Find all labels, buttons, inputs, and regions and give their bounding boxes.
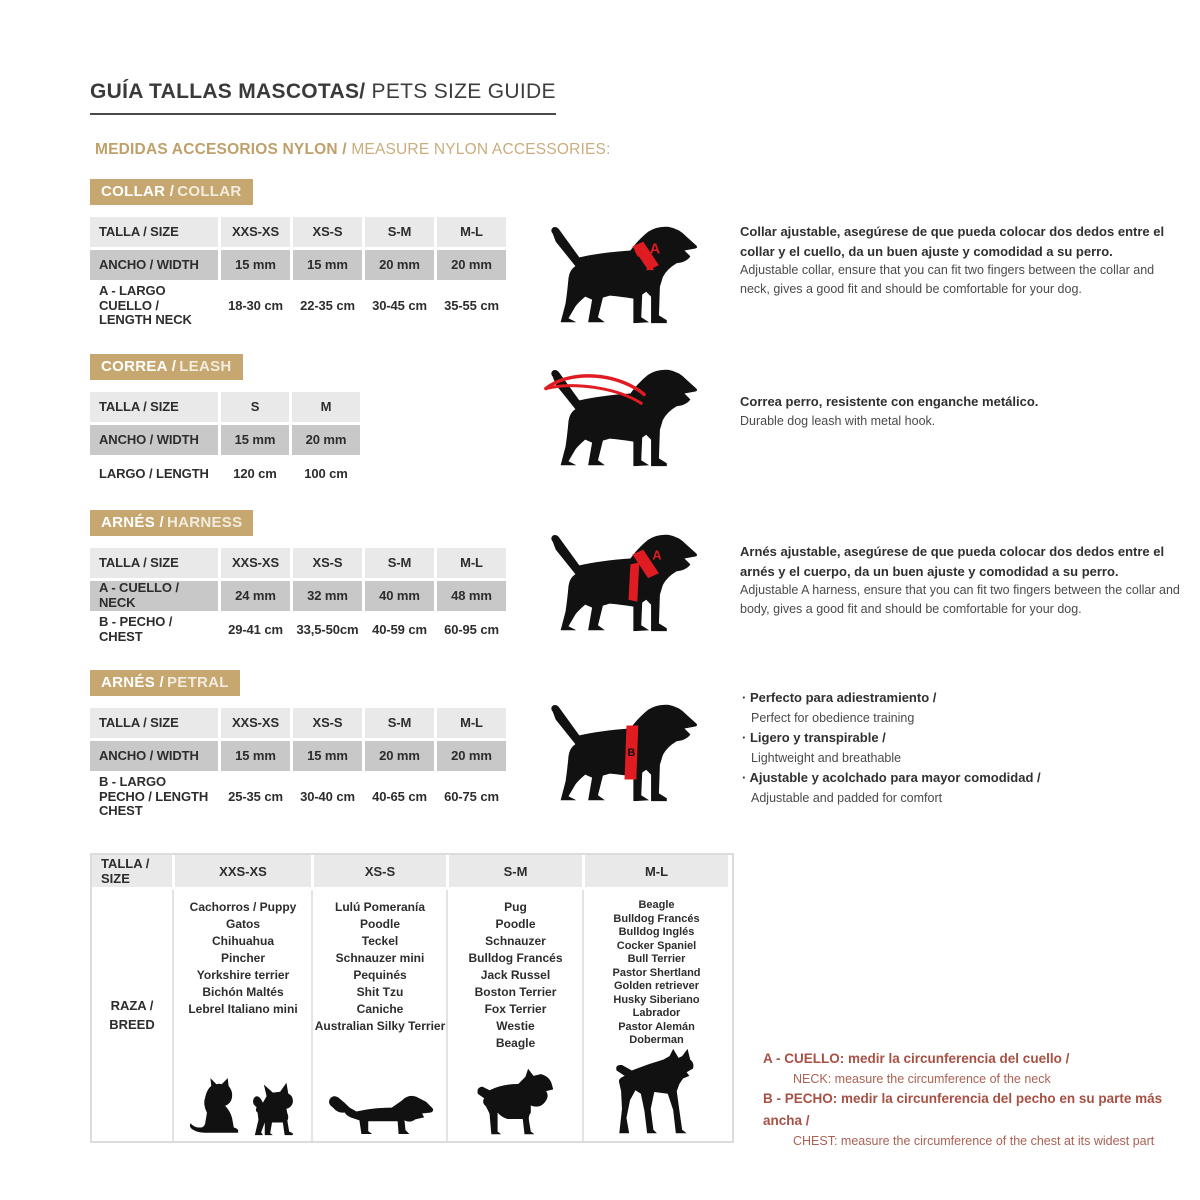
breed-item: Bichón Maltés bbox=[202, 985, 284, 999]
breed-item: Caniche bbox=[356, 1002, 404, 1016]
doberman-icon bbox=[609, 1048, 705, 1136]
leash-length-label: LARGO / LENGTH bbox=[90, 458, 218, 490]
dachshund-icon bbox=[325, 1087, 435, 1136]
breed-item: Bull Terrier bbox=[627, 953, 686, 965]
leash-badge-en: LEASH bbox=[179, 358, 232, 375]
collar-header-s-m: S-M bbox=[365, 217, 434, 247]
chihuahua-icon bbox=[245, 1080, 299, 1136]
page-title-en: PETS SIZE GUIDE bbox=[371, 80, 556, 103]
leash-width-value: 15 mm bbox=[221, 425, 289, 455]
harness-badge-es: ARNÉS / bbox=[101, 514, 164, 531]
leash-size-table bbox=[90, 392, 360, 490]
breed-item: Doberman bbox=[629, 1034, 684, 1046]
collar-desc-es: Collar ajustable, asegúrese de que pueda colocar dos dedos entre el collar y el cuello, da un buen ajuste y comodidad a su perro. bbox=[740, 224, 1165, 259]
leash-length-value: 100 cm bbox=[292, 458, 360, 490]
collar-size-table bbox=[90, 217, 506, 329]
harness-header-m-l: M-L bbox=[437, 548, 506, 578]
petral-header-m-l: M-L bbox=[437, 708, 506, 738]
breed-item: Cocker Spaniel bbox=[616, 939, 697, 952]
petral-size-table bbox=[90, 708, 506, 820]
petral-chest-label: B - LARGO PECHO / LENGTH CHEST bbox=[90, 774, 218, 820]
petral-chest-value: 30-40 cm bbox=[293, 774, 362, 820]
petral-header-xxs-xs: XXS-XS bbox=[221, 708, 290, 738]
harness-chest-value: 60-95 cm bbox=[437, 614, 506, 646]
petral-bullet-en: Lightweight and breathable bbox=[751, 750, 902, 765]
breed-item: Bulldog Francés bbox=[468, 951, 563, 965]
leash-header-size: TALLA / SIZE bbox=[90, 392, 218, 422]
harness-header-xs-s: XS-S bbox=[293, 548, 362, 578]
schnauzer-icon bbox=[473, 1066, 559, 1136]
petral-bullet-es: · Perfecto para adiestramiento / bbox=[742, 688, 1187, 709]
note-neck-en: NECK: measure the circumference of the neck bbox=[793, 1071, 1051, 1086]
petral-chest-value: 40-65 cm bbox=[365, 774, 434, 820]
breed-item: Yorkshire terrier bbox=[196, 968, 290, 982]
dog-harness-icon bbox=[540, 528, 712, 640]
harness-neck-label: A - CUELLO / NECK bbox=[90, 581, 218, 611]
note-chest-en: CHEST: measure the circumference of the chest at its widest part bbox=[793, 1133, 1155, 1148]
harness-chest-value: 40-59 cm bbox=[365, 614, 434, 646]
harness-marking-b: B bbox=[629, 578, 638, 592]
breed-size-table bbox=[90, 853, 734, 1143]
harness-header-s-m: S-M bbox=[365, 548, 434, 578]
leash-width-value: 20 mm bbox=[292, 425, 360, 455]
breed-item: Labrador bbox=[632, 1007, 681, 1019]
page-subtitle bbox=[95, 141, 611, 159]
leash-header-s: S bbox=[221, 392, 289, 422]
breed-item: Beagle bbox=[495, 1036, 536, 1050]
harness-badge-en: HARNESS bbox=[166, 514, 243, 531]
breed-item: Lulú Pomeranía bbox=[334, 900, 426, 914]
collar-header-xxs-xs: XXS-XS bbox=[221, 217, 290, 247]
petral-badge-en: PETRAL bbox=[166, 674, 229, 691]
collar-header-m-l: M-L bbox=[437, 217, 506, 247]
collar-width-value: 20 mm bbox=[437, 250, 506, 280]
breed-header-s-m: S-M bbox=[449, 855, 582, 887]
collar-header-xs-s: XS-S bbox=[293, 217, 362, 247]
leash-badge-es: CORREA / bbox=[101, 358, 177, 375]
petral-features bbox=[742, 688, 1187, 809]
breed-header-m-l: M-L bbox=[585, 855, 728, 887]
breed-item: Golden retriever bbox=[614, 980, 699, 992]
breed-item: Poodle bbox=[359, 917, 400, 931]
collar-width-value: 15 mm bbox=[221, 250, 290, 280]
measuring-notes bbox=[763, 1048, 1193, 1150]
petral-width-label: ANCHO / WIDTH bbox=[90, 741, 218, 771]
leash-desc-es: Correa perro, resistente con enganche metálico. bbox=[740, 394, 1039, 409]
collar-badge-es: COLLAR / bbox=[101, 183, 175, 200]
leash-desc-en: Durable dog leash with metal hook. bbox=[740, 413, 936, 428]
petral-width-value: 15 mm bbox=[293, 741, 362, 771]
breed-row-label: RAZA / BREED bbox=[109, 997, 155, 1033]
petral-header-size: TALLA / SIZE bbox=[90, 708, 218, 738]
petral-chest-value: 25-35 cm bbox=[221, 774, 290, 820]
harness-neck-value: 24 mm bbox=[221, 581, 290, 611]
breed-col-m-l bbox=[585, 890, 728, 1141]
harness-desc-en: Adjustable A harness, ensure that you can fit two fingers between the collar and body, gives a good fit and should be comfortable for your dog. bbox=[740, 583, 1180, 616]
petral-width-value: 15 mm bbox=[221, 741, 290, 771]
breed-item: Fox Terrier bbox=[484, 1002, 547, 1016]
breed-header-xxs-xs: XXS-XS bbox=[175, 855, 311, 887]
breed-header-xs-s: XS-S bbox=[314, 855, 446, 887]
breed-item: Schnauzer bbox=[485, 934, 546, 948]
collar-neck-value: 18-30 cm bbox=[221, 283, 290, 329]
breed-item: Pequinés bbox=[353, 968, 407, 982]
harness-neck-value: 40 mm bbox=[365, 581, 434, 611]
breed-item: Cachorros / Puppy bbox=[189, 900, 297, 914]
breed-col-xxs-xs bbox=[175, 890, 311, 1141]
petral-width-value: 20 mm bbox=[365, 741, 434, 771]
harness-header-xxs-xs: XXS-XS bbox=[221, 548, 290, 578]
breed-table-header bbox=[92, 855, 732, 887]
harness-neck-value: 32 mm bbox=[293, 581, 362, 611]
breed-item: Beagle bbox=[638, 899, 675, 911]
leash-description bbox=[740, 392, 1185, 430]
dog-collar-icon bbox=[540, 220, 712, 332]
breed-item: Pug bbox=[504, 900, 527, 914]
harness-description bbox=[740, 542, 1185, 619]
breed-item: Schnauzer mini bbox=[335, 951, 425, 965]
breed-item: Westie bbox=[496, 1019, 535, 1033]
collar-badge-en: COLLAR bbox=[177, 183, 242, 200]
harness-neck-value: 48 mm bbox=[437, 581, 506, 611]
breed-item: Pastor Alemán bbox=[618, 1020, 695, 1033]
petral-bullet-en: Perfect for obedience training bbox=[751, 710, 915, 725]
collar-description bbox=[740, 222, 1185, 299]
page-subtitle-es: MEDIDAS ACCESORIOS NYLON / bbox=[95, 141, 347, 158]
leash-section-badge bbox=[90, 354, 243, 380]
collar-neck-value: 22-35 cm bbox=[293, 283, 362, 329]
collar-neck-label: A - LARGO CUELLO / LENGTH NECK bbox=[90, 283, 218, 329]
harness-section-badge bbox=[90, 510, 253, 536]
cat-icon bbox=[187, 1074, 239, 1136]
petral-bullet-es: · Ajustable y acolchado para mayor comodidad / bbox=[742, 768, 1187, 789]
harness-chest-value: 33,5-50cm bbox=[293, 614, 362, 646]
note-neck-es: A - CUELLO: medir la circunferencia del cuello / bbox=[763, 1051, 1070, 1066]
page-subtitle-en: MEASURE NYLON ACCESSORIES: bbox=[351, 141, 611, 158]
breed-item: Teckel bbox=[361, 934, 399, 948]
breed-item: Husky Siberiano bbox=[613, 993, 700, 1006]
petral-section-badge bbox=[90, 670, 240, 696]
collar-neck-value: 35-55 cm bbox=[437, 283, 506, 329]
breed-item: Shit Tzu bbox=[356, 985, 404, 999]
breed-header-size: TALLA / SIZE bbox=[92, 855, 172, 887]
harness-chest-label: B - PECHO / CHEST bbox=[90, 614, 218, 646]
collar-width-label: ANCHO / WIDTH bbox=[90, 250, 218, 280]
harness-desc-es: Arnés ajustable, asegúrese de que pueda colocar dos dedos entre el arnés y el cuerpo, da un buen ajuste y comodidad a su perro. bbox=[740, 544, 1165, 579]
breed-item: Pastor Shertland bbox=[612, 966, 701, 979]
breed-col-xs-s bbox=[314, 890, 446, 1141]
collar-header-size: TALLA / SIZE bbox=[90, 217, 218, 247]
petral-width-value: 20 mm bbox=[437, 741, 506, 771]
breed-item: Bulldog Francés bbox=[613, 912, 700, 925]
harness-size-table bbox=[90, 548, 506, 646]
breed-item: Bulldog Inglés bbox=[618, 926, 695, 938]
petral-marking-b: B bbox=[627, 746, 636, 759]
petral-header-xs-s: XS-S bbox=[293, 708, 362, 738]
page-title bbox=[90, 80, 556, 115]
petral-chest-value: 60-75 cm bbox=[437, 774, 506, 820]
dog-petral-icon bbox=[540, 698, 712, 810]
breed-col-s-m bbox=[449, 890, 582, 1141]
breed-table-body bbox=[92, 890, 732, 1141]
petral-bullet-es: · Ligero y transpirable / bbox=[742, 728, 1187, 749]
breed-item: Gatos bbox=[225, 917, 260, 931]
collar-neck-value: 30-45 cm bbox=[365, 283, 434, 329]
collar-section-badge bbox=[90, 179, 253, 205]
harness-header-size: TALLA / SIZE bbox=[90, 548, 218, 578]
petral-header-s-m: S-M bbox=[365, 708, 434, 738]
page-title-es: GUÍA TALLAS MASCOTAS/ bbox=[90, 80, 366, 103]
breed-item: Jack Russel bbox=[480, 968, 551, 982]
collar-width-value: 20 mm bbox=[365, 250, 434, 280]
breed-item: Poodle bbox=[495, 917, 536, 931]
breed-item: Lebrel Italiano mini bbox=[188, 1002, 298, 1016]
dog-leash-icon bbox=[540, 363, 712, 475]
leash-width-label: ANCHO / WIDTH bbox=[90, 425, 218, 455]
harness-marking-a: A bbox=[652, 547, 662, 563]
note-chest-es: B - PECHO: medir la circunferencia del pecho en su parte más ancha / bbox=[763, 1091, 1163, 1128]
collar-width-value: 15 mm bbox=[293, 250, 362, 280]
collar-desc-en: Adjustable collar, ensure that you can fit two fingers between the collar and neck, gives a good fit and should be comfortable for your dog. bbox=[740, 263, 1155, 296]
breed-item: Chihuahua bbox=[212, 934, 274, 948]
leash-header-m: M bbox=[292, 392, 360, 422]
collar-marking-letter: A bbox=[649, 241, 661, 258]
breed-item: Australian Silky Terrier bbox=[314, 1019, 446, 1033]
breed-item: Boston Terrier bbox=[474, 985, 557, 999]
petral-badge-es: ARNÉS / bbox=[101, 674, 164, 691]
harness-chest-value: 29-41 cm bbox=[221, 614, 290, 646]
leash-length-value: 120 cm bbox=[221, 458, 289, 490]
breed-item: Pincher bbox=[220, 951, 265, 965]
petral-bullet-en: Adjustable and padded for comfort bbox=[751, 791, 943, 806]
